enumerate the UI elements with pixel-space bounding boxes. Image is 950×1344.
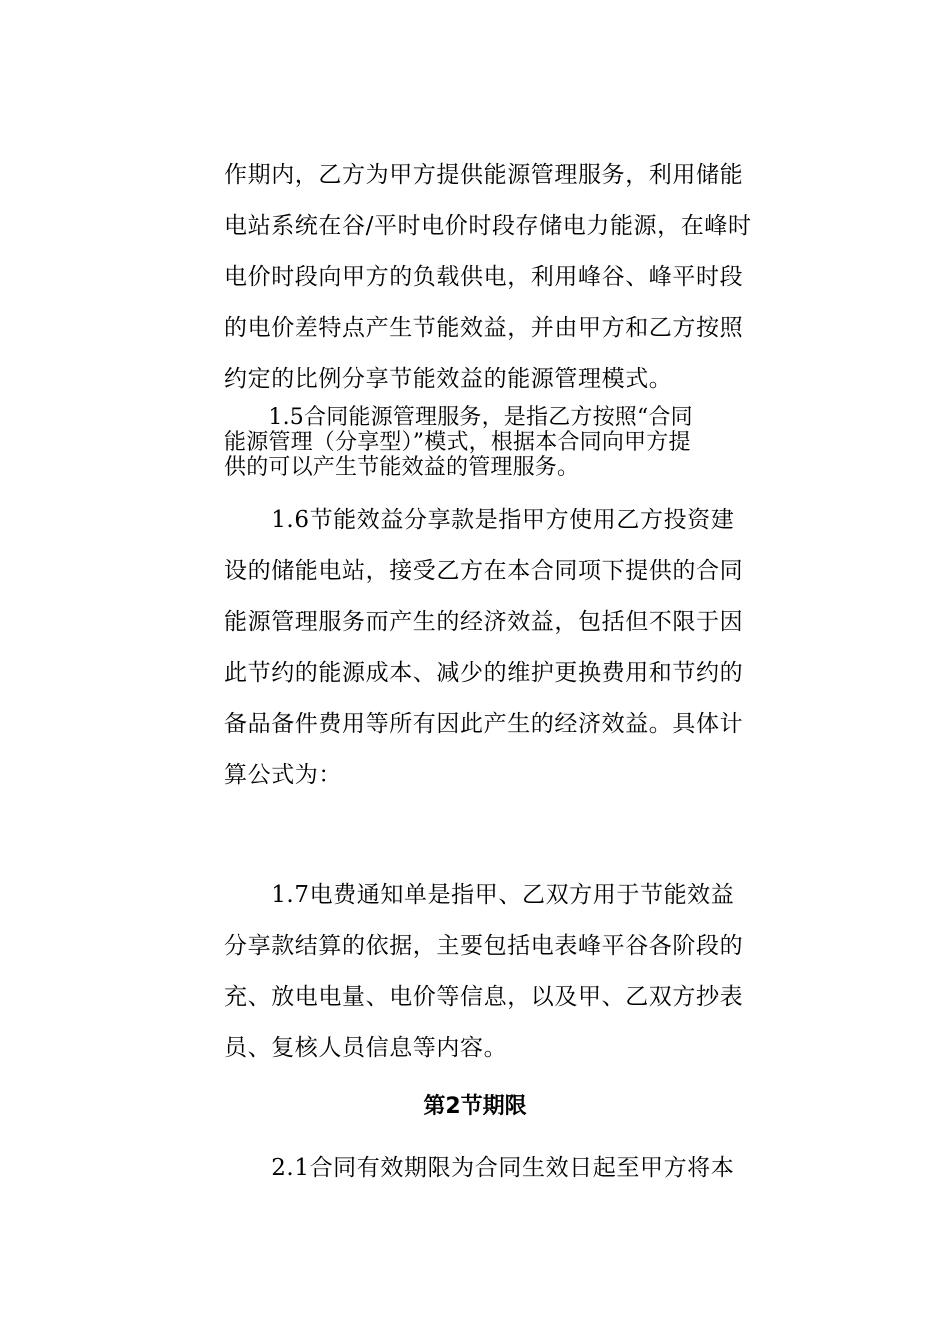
paragraph-1-6-line-2: 设的储能电站，接受乙方在本合同项下提供的合同 [224,558,744,584]
paragraph-1-4-line-1: 作期内，乙方为甲方提供能源管理服务，利用储能 [224,162,744,188]
paragraph-1-5-line-2: 能源管理（分享型）”模式，根据本合同向甲方提 [224,430,691,455]
paragraph-1-6-line-6: 算公式为： [224,762,342,788]
paragraph-1-4-line-5: 约定的比例分享节能效益的能源管理模式。 [224,366,673,392]
paragraph-1-5-line-1: 1.5合同能源管理服务，是指乙方按照“合同 [224,405,693,430]
paragraph-1-4-line-3: 电价时段向甲方的负载供电，利用峰谷、峰平时段 [224,264,744,290]
paragraph-2-1-line-1: 2.1合同有效期限为合同生效日起至甲方将本 [224,1155,735,1181]
paragraph-1-7-line-2: 分享款结算的依据，主要包括电表峰平谷各阶段的 [224,933,744,959]
paragraph-1-6-line-4: 此节约的能源成本、减少的维护更换费用和节约的 [224,660,744,686]
paragraph-1-6-line-3: 能源管理服务而产生的经济效益，包括但不限于因 [224,609,744,635]
paragraph-1-5-line-3: 供的可以产生节能效益的管理服务。 [224,455,580,480]
paragraph-1-7-line-4: 员、复核人员信息等内容。 [224,1035,508,1061]
paragraph-1-7-line-1: 1.7电费通知单是指甲、乙双方用于节能效益 [224,882,735,908]
paragraph-1-4-line-2: 电站系统在谷/平时电价时段存储电力能源，在峰时 [224,213,752,239]
paragraph-1-6-line-5: 备品备件费用等所有因此产生的经济效益。具体计 [224,711,744,737]
paragraph-1-7-line-3: 充、放电电量、电价等信息，以及甲、乙双方抄表 [224,984,744,1010]
paragraph-1-4-line-4: 的电价差特点产生节能效益，并由甲方和乙方按照 [224,315,744,341]
section-heading: 第2节期限 [423,1094,527,1119]
paragraph-1-6-line-1: 1.6节能效益分享款是指甲方使用乙方投资建 [224,507,735,533]
